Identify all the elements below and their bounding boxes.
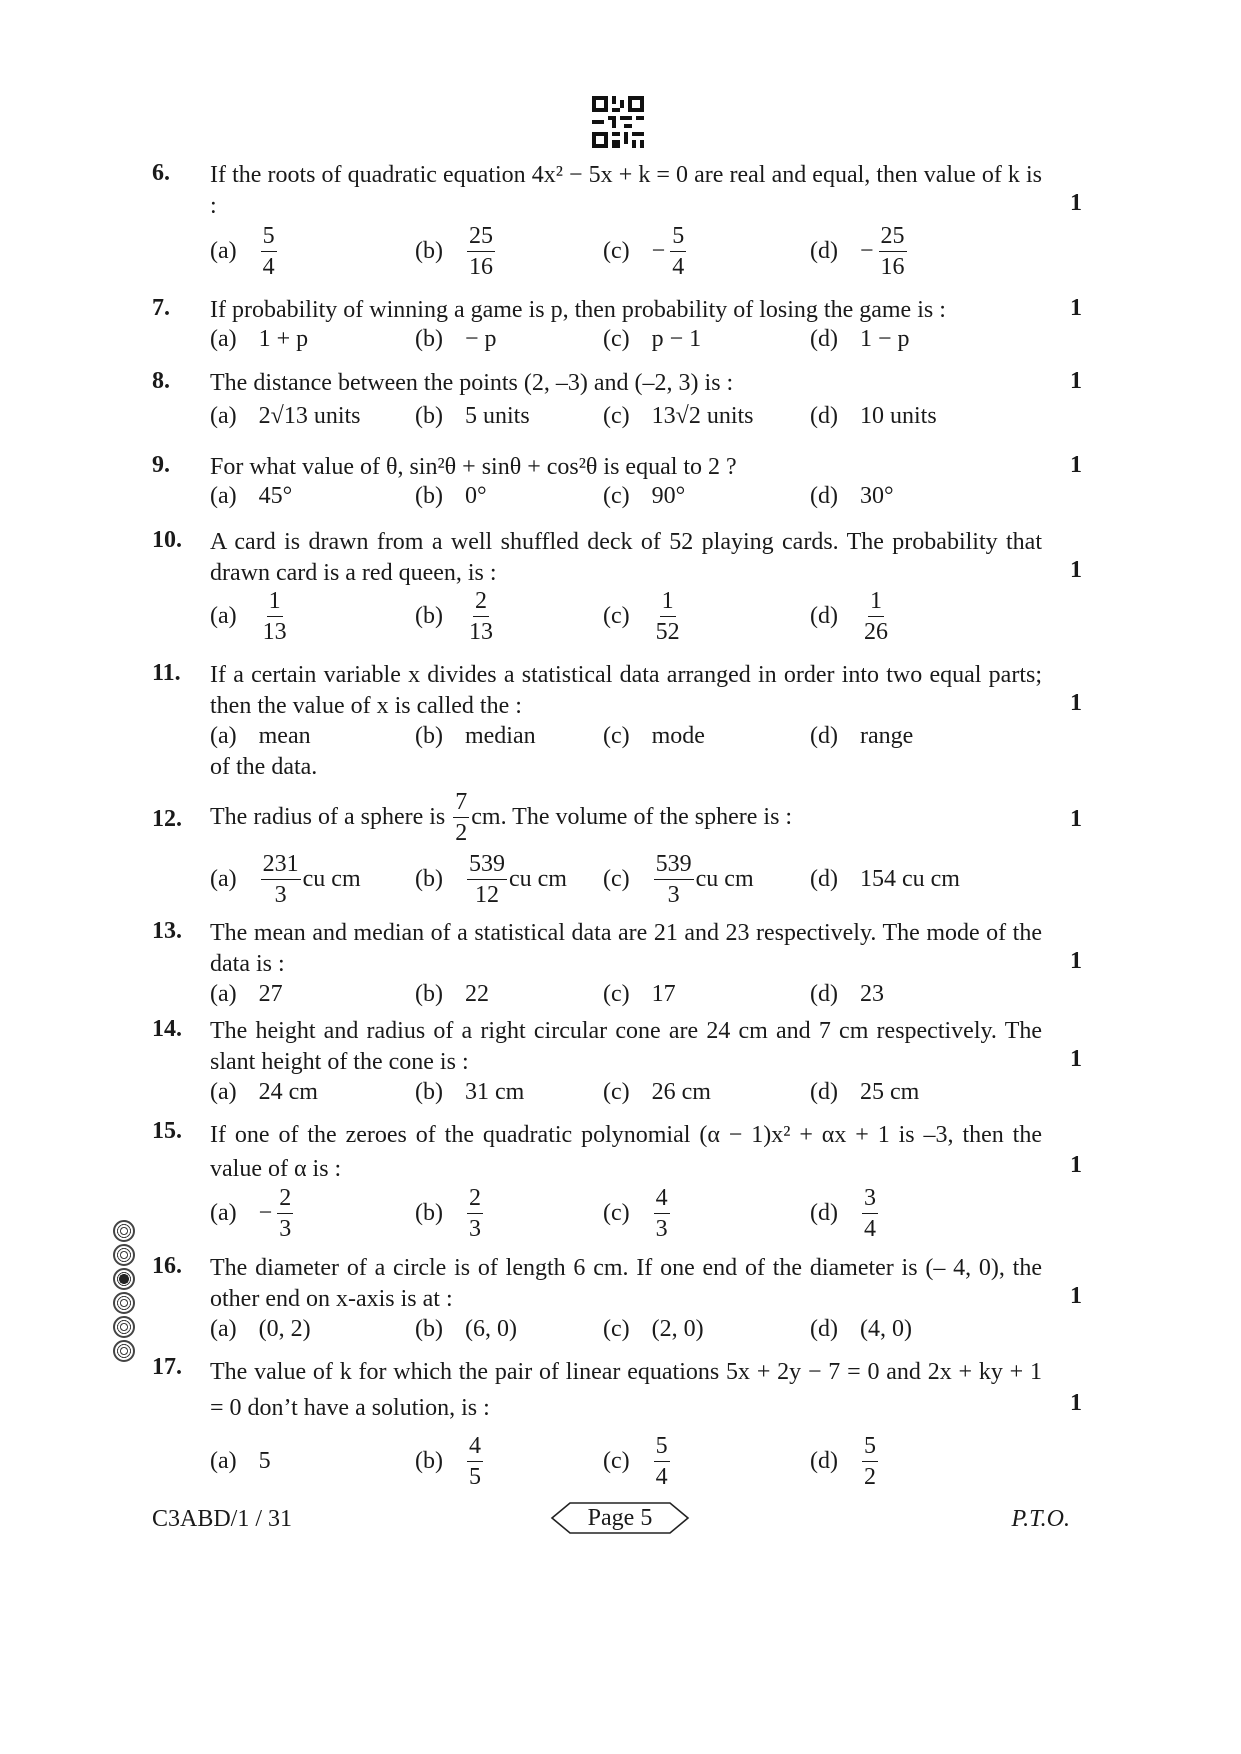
pto-label: P.T.O. bbox=[1011, 1506, 1070, 1532]
option-c[interactable]: (c) mode bbox=[603, 722, 705, 749]
question-9 bbox=[152, 452, 1082, 522]
qr-code-icon bbox=[592, 96, 644, 148]
question-text: If a certain variable x divides a statistical data arranged in order into two equal parts; then the value of x is called the : bbox=[210, 662, 1042, 719]
fraction: $\frac{1}{26}$ bbox=[863, 587, 888, 645]
options bbox=[210, 1311, 1060, 1347]
question-marks: 1 bbox=[1070, 1152, 1082, 1178]
question-10 bbox=[152, 527, 1082, 652]
option-a[interactable]: (a) 5 bbox=[210, 1447, 271, 1474]
paper-code: C3ABD/1 / 31 bbox=[152, 1506, 293, 1532]
option-c[interactable]: (c) 90° bbox=[603, 482, 686, 509]
options bbox=[210, 1074, 1060, 1110]
options bbox=[210, 587, 1060, 645]
question-number: 11. bbox=[152, 660, 181, 686]
question-number: 12. bbox=[152, 806, 182, 832]
spiral-mark-icon bbox=[113, 1316, 135, 1338]
question-marks: 1 bbox=[1070, 948, 1082, 974]
fraction: $\frac{5}{4}$ bbox=[672, 222, 685, 280]
question-text: The mean and median of a statistical data are 21 and 23 respectively. The mode of the data is : bbox=[210, 920, 1042, 977]
margin-spiral-marks bbox=[113, 1218, 141, 1364]
spiral-mark-icon bbox=[113, 1244, 135, 1266]
question-marks: 1 bbox=[1070, 1046, 1082, 1072]
question-marks: 1 bbox=[1070, 806, 1082, 832]
option-c[interactable]: (c) $\frac{539}{3}$ cu cm bbox=[603, 850, 754, 908]
question-17 bbox=[152, 1354, 1082, 1494]
question-text: The radius of a sphere is $\frac{7}{2}$ cm. The volume of the sphere is : bbox=[210, 788, 793, 846]
fraction: $\frac{2}{3}$ bbox=[468, 1184, 481, 1242]
option-a[interactable]: (a) $\frac{1}{13}$ bbox=[210, 587, 287, 645]
options bbox=[210, 1184, 1060, 1242]
question-text: The height and radius of a right circular cone are 24 cm and 7 cm respectively. The slant height of the cone is : bbox=[210, 1018, 1042, 1075]
option-a[interactable]: (a) 45° bbox=[210, 482, 293, 509]
option-d[interactable]: (d) $\frac{3}{4}$ bbox=[810, 1184, 876, 1242]
question-13 bbox=[152, 918, 1082, 1013]
option-d[interactable]: (d) − $\frac{25}{16}$ bbox=[810, 222, 905, 280]
options bbox=[210, 718, 1060, 754]
fraction: $\frac{5}{4}$ bbox=[262, 222, 275, 280]
option-d[interactable]: (d) 30° bbox=[810, 482, 894, 509]
option-a[interactable]: (a) 1 + p bbox=[210, 325, 309, 352]
question-number: 8. bbox=[152, 368, 170, 394]
question-number: 16. bbox=[152, 1253, 182, 1279]
options bbox=[210, 319, 1060, 359]
options bbox=[210, 976, 1060, 1012]
option-c[interactable]: (c) (2, 0) bbox=[603, 1315, 704, 1342]
question-text: The distance between the points (2, –3) and (–2, 3) is : bbox=[210, 370, 734, 396]
option-b[interactable]: (b) $\frac{2}{13}$ bbox=[415, 587, 493, 645]
question-marks: 1 bbox=[1070, 1390, 1082, 1416]
fraction: $\frac{2}{3}$ bbox=[279, 1184, 292, 1242]
option-d[interactable]: (d) range bbox=[810, 722, 914, 749]
option-c[interactable]: (c) 26 cm bbox=[603, 1078, 711, 1105]
option-d[interactable]: (d) 10 units bbox=[810, 402, 937, 429]
options bbox=[210, 852, 1060, 906]
option-c[interactable]: (c) 17 bbox=[603, 980, 676, 1007]
spiral-mark-icon bbox=[113, 1292, 135, 1314]
question-16 bbox=[152, 1253, 1082, 1348]
options bbox=[210, 396, 1060, 436]
option-a[interactable]: (a) 27 bbox=[210, 980, 283, 1007]
question-8 bbox=[152, 368, 1082, 440]
question-tail-text: of the data. bbox=[210, 754, 318, 780]
spiral-mark-icon bbox=[113, 1220, 135, 1242]
option-c[interactable]: (c) p − 1 bbox=[603, 325, 702, 352]
question-marks: 1 bbox=[1070, 452, 1082, 478]
question-text: If one of the zeroes of the quadratic polynomial (α − 1)x² + αx + 1 is –3, then the value of α is : bbox=[210, 1122, 1042, 1182]
question-marks: 1 bbox=[1070, 1283, 1082, 1309]
fraction: $\frac{539}{3}$ bbox=[655, 850, 692, 908]
question-number: 9. bbox=[152, 452, 170, 478]
option-c[interactable]: (c) $\frac{1}{52}$ bbox=[603, 587, 680, 645]
option-b[interactable]: (b) $\frac{25}{16}$ bbox=[415, 222, 493, 280]
fraction: $\frac{1}{13}$ bbox=[262, 587, 287, 645]
option-d[interactable]: (d) 23 bbox=[810, 980, 884, 1007]
option-d[interactable]: (d) $\frac{5}{2}$ bbox=[810, 1432, 876, 1490]
fraction: $\frac{231}{3}$ bbox=[262, 850, 299, 908]
option-c[interactable]: (c) 13√2 units bbox=[603, 402, 754, 429]
option-b[interactable]: (b) 22 bbox=[415, 980, 489, 1007]
option-d[interactable]: (d) 154 cu cm bbox=[810, 865, 960, 892]
question-marks: 1 bbox=[1070, 295, 1082, 321]
fraction: $\frac{25}{16}$ bbox=[880, 222, 905, 280]
fraction: $\frac{3}{4}$ bbox=[863, 1184, 876, 1242]
option-b[interactable]: (b) $\frac{4}{5}$ bbox=[415, 1432, 481, 1490]
fraction: $\frac{7}{2}$ bbox=[455, 788, 468, 846]
fraction: $\frac{5}{2}$ bbox=[863, 1432, 876, 1490]
option-b[interactable]: (b) 31 cm bbox=[415, 1078, 525, 1105]
option-c[interactable]: (c) $\frac{5}{4}$ bbox=[603, 1432, 668, 1490]
option-b[interactable]: (b) 5 units bbox=[415, 402, 530, 429]
question-text: The value of k for which the pair of linear equations 5x + 2y − 7 = 0 and 2x + ky + 1 = 0 don’t have a solution, is : bbox=[210, 1359, 1042, 1421]
question-14 bbox=[152, 1016, 1082, 1111]
page-number: Page 5 bbox=[587, 1505, 653, 1531]
fraction: $\frac{4}{3}$ bbox=[655, 1184, 668, 1242]
page-number-badge bbox=[550, 1500, 690, 1536]
question-number: 13. bbox=[152, 918, 182, 944]
option-d[interactable]: (d) $\frac{1}{26}$ bbox=[810, 587, 888, 645]
question-15 bbox=[152, 1118, 1082, 1243]
option-a[interactable]: (a) mean bbox=[210, 722, 311, 749]
options bbox=[210, 476, 1060, 516]
option-c[interactable]: (c) $\frac{4}{3}$ bbox=[603, 1184, 668, 1242]
option-a[interactable]: (a) 24 cm bbox=[210, 1078, 318, 1105]
question-number: 6. bbox=[152, 160, 170, 186]
fraction: $\frac{4}{5}$ bbox=[468, 1432, 481, 1490]
option-d[interactable]: (d) (4, 0) bbox=[810, 1315, 912, 1342]
question-marks: 1 bbox=[1070, 190, 1082, 216]
question-number: 14. bbox=[152, 1016, 182, 1042]
question-marks: 1 bbox=[1070, 368, 1082, 394]
option-d[interactable]: (d) 25 cm bbox=[810, 1078, 920, 1105]
question-marks: 1 bbox=[1070, 690, 1082, 716]
option-a[interactable]: (a) 2√13 units bbox=[210, 402, 361, 429]
question-number: 10. bbox=[152, 527, 182, 553]
spiral-mark-icon bbox=[113, 1268, 135, 1290]
question-number: 17. bbox=[152, 1354, 182, 1380]
options bbox=[210, 222, 1060, 280]
question-6 bbox=[152, 160, 1082, 285]
question-7 bbox=[152, 295, 1082, 365]
fraction: $\frac{1}{52}$ bbox=[655, 587, 680, 645]
question-marks: 1 bbox=[1070, 557, 1082, 583]
option-c[interactable]: (c) − $\frac{5}{4}$ bbox=[603, 222, 685, 280]
option-b[interactable]: (b) 0° bbox=[415, 482, 487, 509]
question-text: If probability of winning a game is p, then probability of losing the game is : bbox=[210, 297, 946, 323]
option-a[interactable]: (a) $\frac{5}{4}$ bbox=[210, 222, 275, 280]
fraction: $\frac{2}{13}$ bbox=[468, 587, 493, 645]
option-a[interactable]: (a) − $\frac{2}{3}$ bbox=[210, 1184, 292, 1242]
question-text: If the roots of quadratic equation 4x² − 5x + k = 0 are real and equal, then value of k is : bbox=[210, 162, 1042, 219]
question-11 bbox=[152, 660, 1082, 790]
option-b[interactable]: (b) − p bbox=[415, 325, 497, 352]
option-b[interactable]: (b) $\frac{539}{12}$ cu cm bbox=[415, 850, 567, 908]
option-a[interactable]: (a) $\frac{231}{3}$ cu cm bbox=[210, 850, 361, 908]
option-b[interactable]: (b) (6, 0) bbox=[415, 1315, 517, 1342]
question-text: For what value of θ, sin²θ + sinθ + cos²θ is equal to 2 ? bbox=[210, 454, 737, 480]
options bbox=[210, 1432, 1060, 1490]
fraction: $\frac{539}{12}$ bbox=[468, 850, 505, 908]
question-number: 7. bbox=[152, 295, 170, 321]
spiral-mark-icon bbox=[113, 1340, 135, 1362]
option-b[interactable]: (b) $\frac{2}{3}$ bbox=[415, 1184, 481, 1242]
page-footer bbox=[152, 1500, 1082, 1540]
option-d[interactable]: (d) 1 − p bbox=[810, 325, 910, 352]
fraction: $\frac{25}{16}$ bbox=[468, 222, 493, 280]
question-12 bbox=[152, 790, 1082, 910]
fraction: $\frac{5}{4}$ bbox=[655, 1432, 668, 1490]
question-text: A card is drawn from a well shuffled deck of 52 playing cards. The probability that drawn card is a red queen, is : bbox=[210, 529, 1042, 586]
option-b[interactable]: (b) median bbox=[415, 722, 536, 749]
question-number: 15. bbox=[152, 1118, 182, 1144]
question-text: The diameter of a circle is of length 6 cm. If one end of the diameter is (– 4, 0), the other end on x-axis is at : bbox=[210, 1255, 1042, 1312]
option-a[interactable]: (a) (0, 2) bbox=[210, 1315, 311, 1342]
